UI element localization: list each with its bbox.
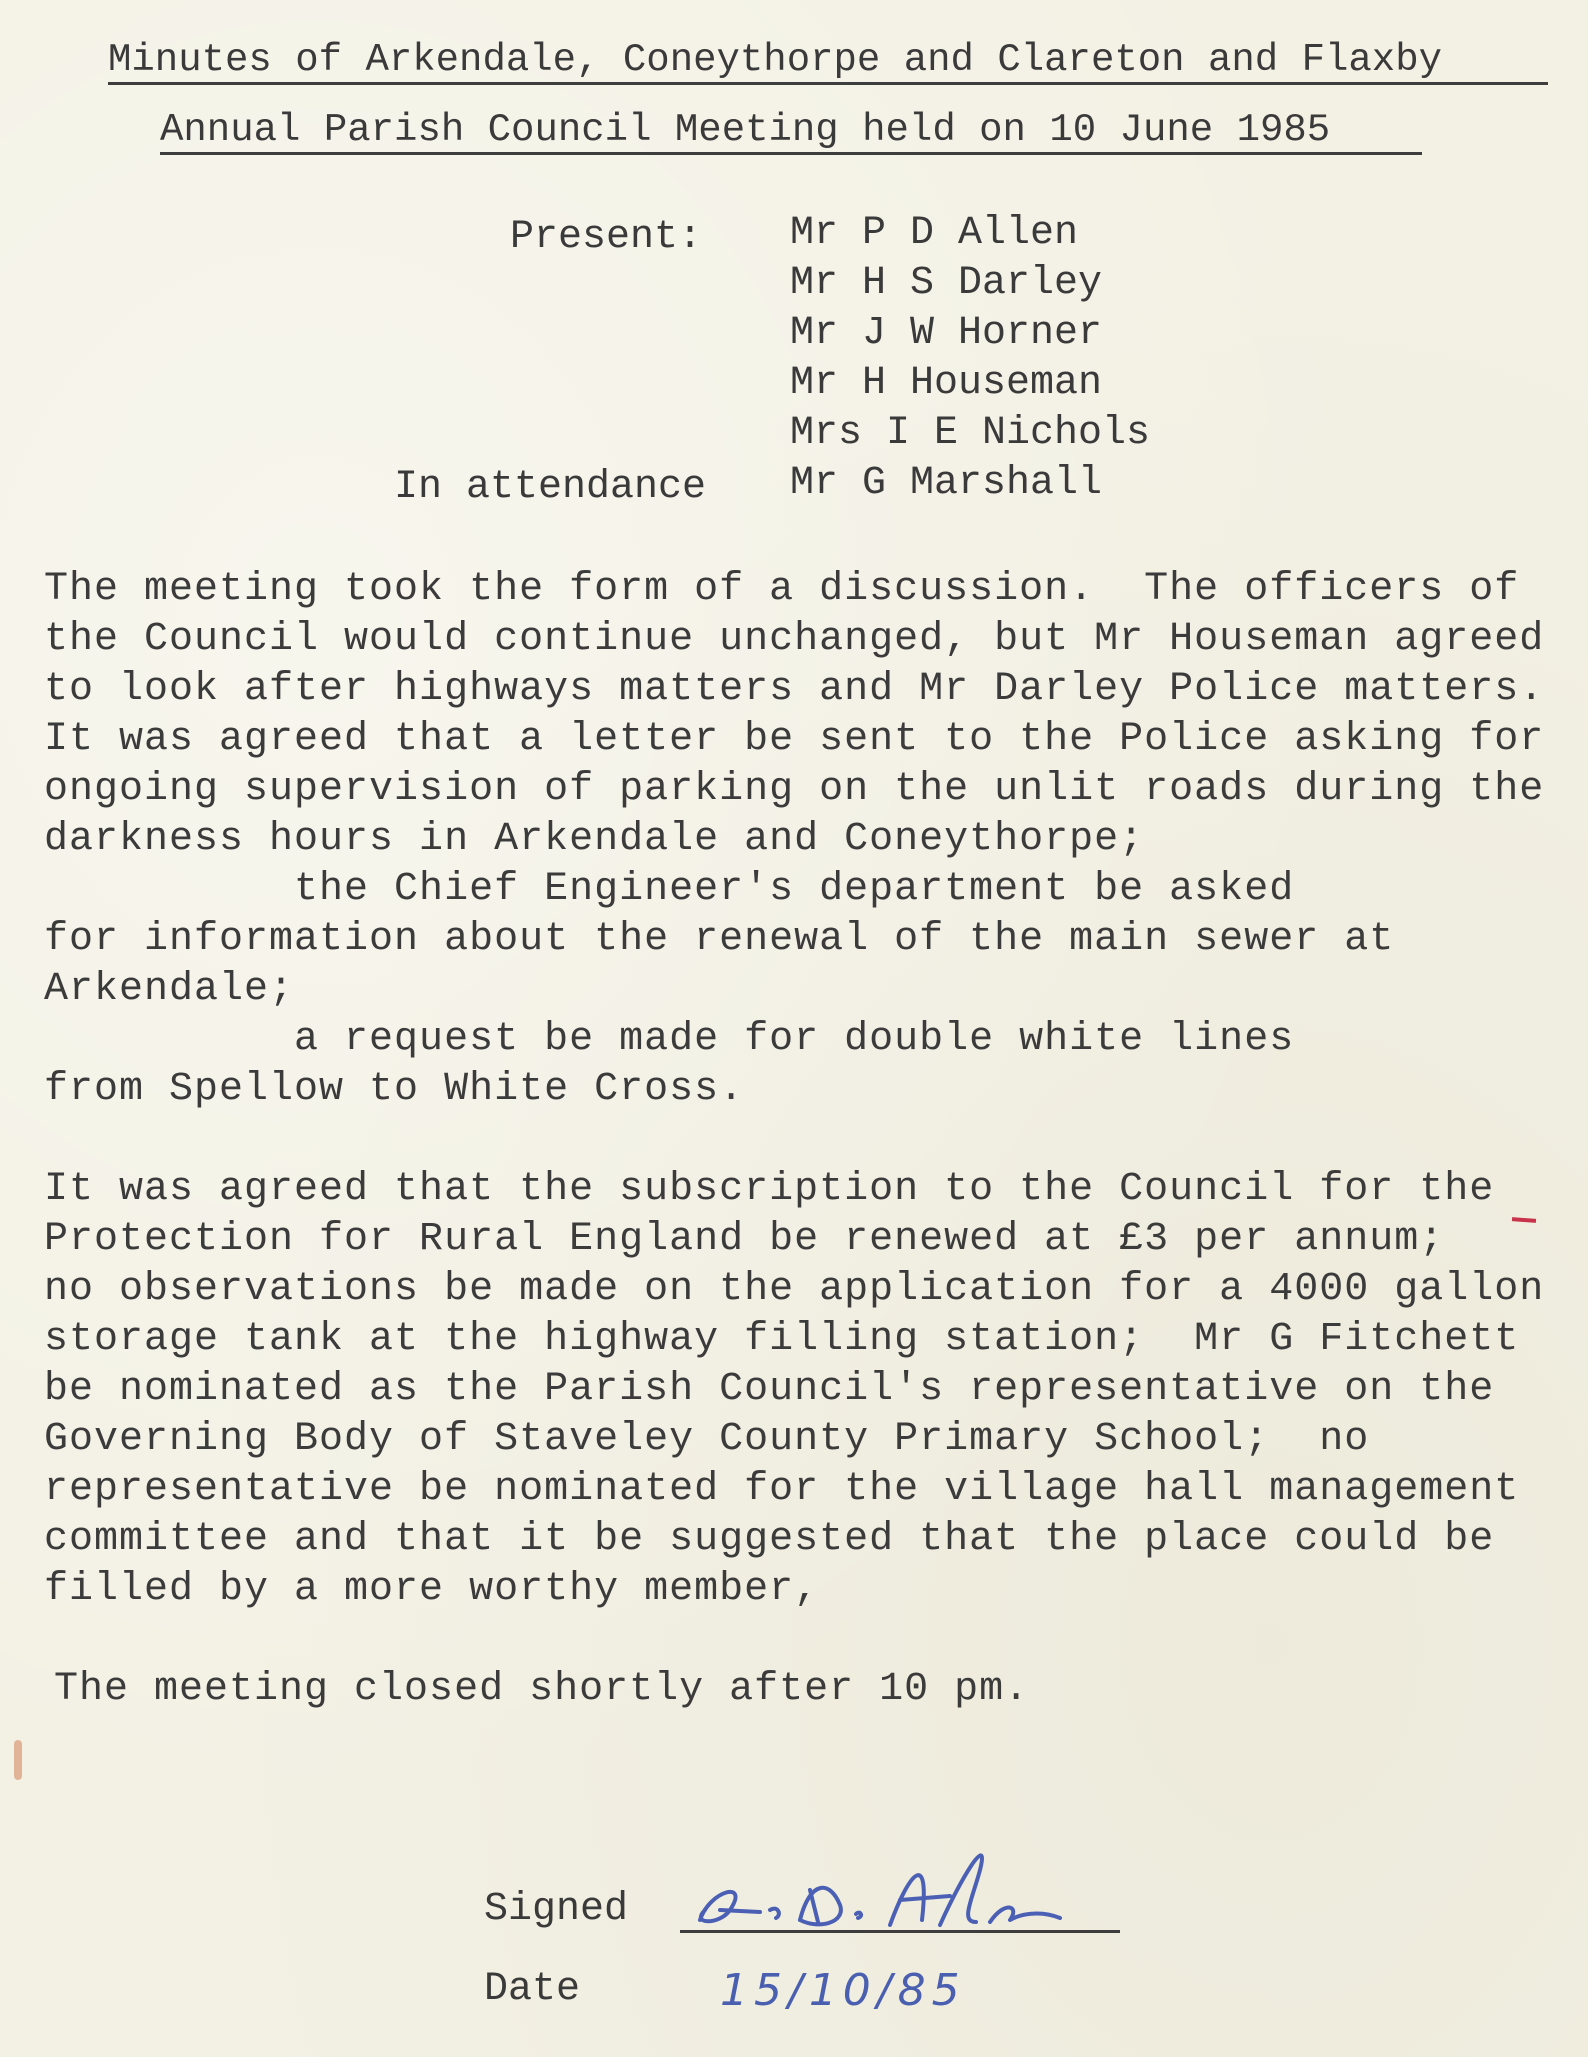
paragraph-1-line: ongoing supervision of parking on the unlit roads during the	[44, 767, 1545, 812]
signature-image	[660, 1810, 1120, 1950]
date-label: Date	[484, 1967, 581, 2012]
paragraph-1-line: darkness hours in Arkendale and Coneythorpe;	[44, 817, 1145, 862]
present-member: Mr H S Darley	[790, 261, 1103, 306]
red-ink-mark	[1512, 1217, 1536, 1223]
present-member: Mrs I E Nichols	[790, 411, 1151, 456]
paragraph-1-line: to look after highways matters and Mr Darley Police matters.	[44, 667, 1545, 712]
paragraph-1-line: It was agreed that a letter be sent to the Police asking for	[44, 717, 1545, 762]
paragraph-2-line: committee and that it be suggested that the place could be	[44, 1517, 1495, 1562]
paragraph-1-line: the Chief Engineer's department be asked	[44, 867, 1295, 912]
signature-line	[680, 1930, 1120, 1933]
paragraph-1-line: from Spellow to White Cross.	[44, 1067, 745, 1112]
paragraph-1-line: the Council would continue unchanged, but Mr Houseman agreed	[44, 617, 1545, 662]
in-attendance-member: Mr G Marshall	[790, 461, 1103, 506]
heading-line-1: Minutes of Arkendale, Coneythorpe and Clareton and Flaxby	[108, 38, 1443, 82]
closing-line: The meeting closed shortly after 10 pm.	[54, 1667, 1030, 1712]
heading-underline-2	[160, 152, 1422, 155]
paragraph-2-line: representative be nominated for the village hall management	[44, 1467, 1520, 1512]
in-attendance-label: In attendance	[394, 465, 707, 510]
paragraph-2-line: Protection for Rural England be renewed at £3 per annum;	[44, 1217, 1445, 1262]
paper-stain	[14, 1740, 22, 1780]
paragraph-1-line: Arkendale;	[44, 967, 295, 1012]
paragraph-2-line: storage tank at the highway filling station; Mr G Fitchett	[44, 1317, 1520, 1362]
paragraph-2-line: be nominated as the Parish Council's representative on the	[44, 1367, 1495, 1412]
paragraph-2-line: Governing Body of Staveley County Primary School; no	[44, 1417, 1370, 1462]
present-member: Mr P D Allen	[790, 211, 1079, 256]
heading-line-2: Annual Parish Council Meeting held on 10 June 1985	[160, 108, 1331, 152]
present-label: Present:	[510, 215, 703, 260]
paragraph-2-line: It was agreed that the subscription to the Council for the	[44, 1167, 1495, 1212]
paragraph-1-line: a request be made for double white lines	[44, 1017, 1295, 1062]
paragraph-2-line: filled by a more worthy member,	[44, 1567, 820, 1612]
present-member: Mr H Houseman	[790, 361, 1103, 406]
paragraph-2-line: no observations be made on the application for a 4000 gallon	[44, 1267, 1545, 1312]
paragraph-1-line: The meeting took the form of a discussion. The officers of	[44, 567, 1520, 612]
heading-underline-1	[108, 82, 1548, 85]
present-member: Mr J W Horner	[790, 311, 1103, 356]
signed-label: Signed	[484, 1887, 629, 1932]
handwritten-date: 15/10/85	[720, 1965, 966, 2016]
paragraph-1-line: for information about the renewal of the main sewer at	[44, 917, 1395, 962]
